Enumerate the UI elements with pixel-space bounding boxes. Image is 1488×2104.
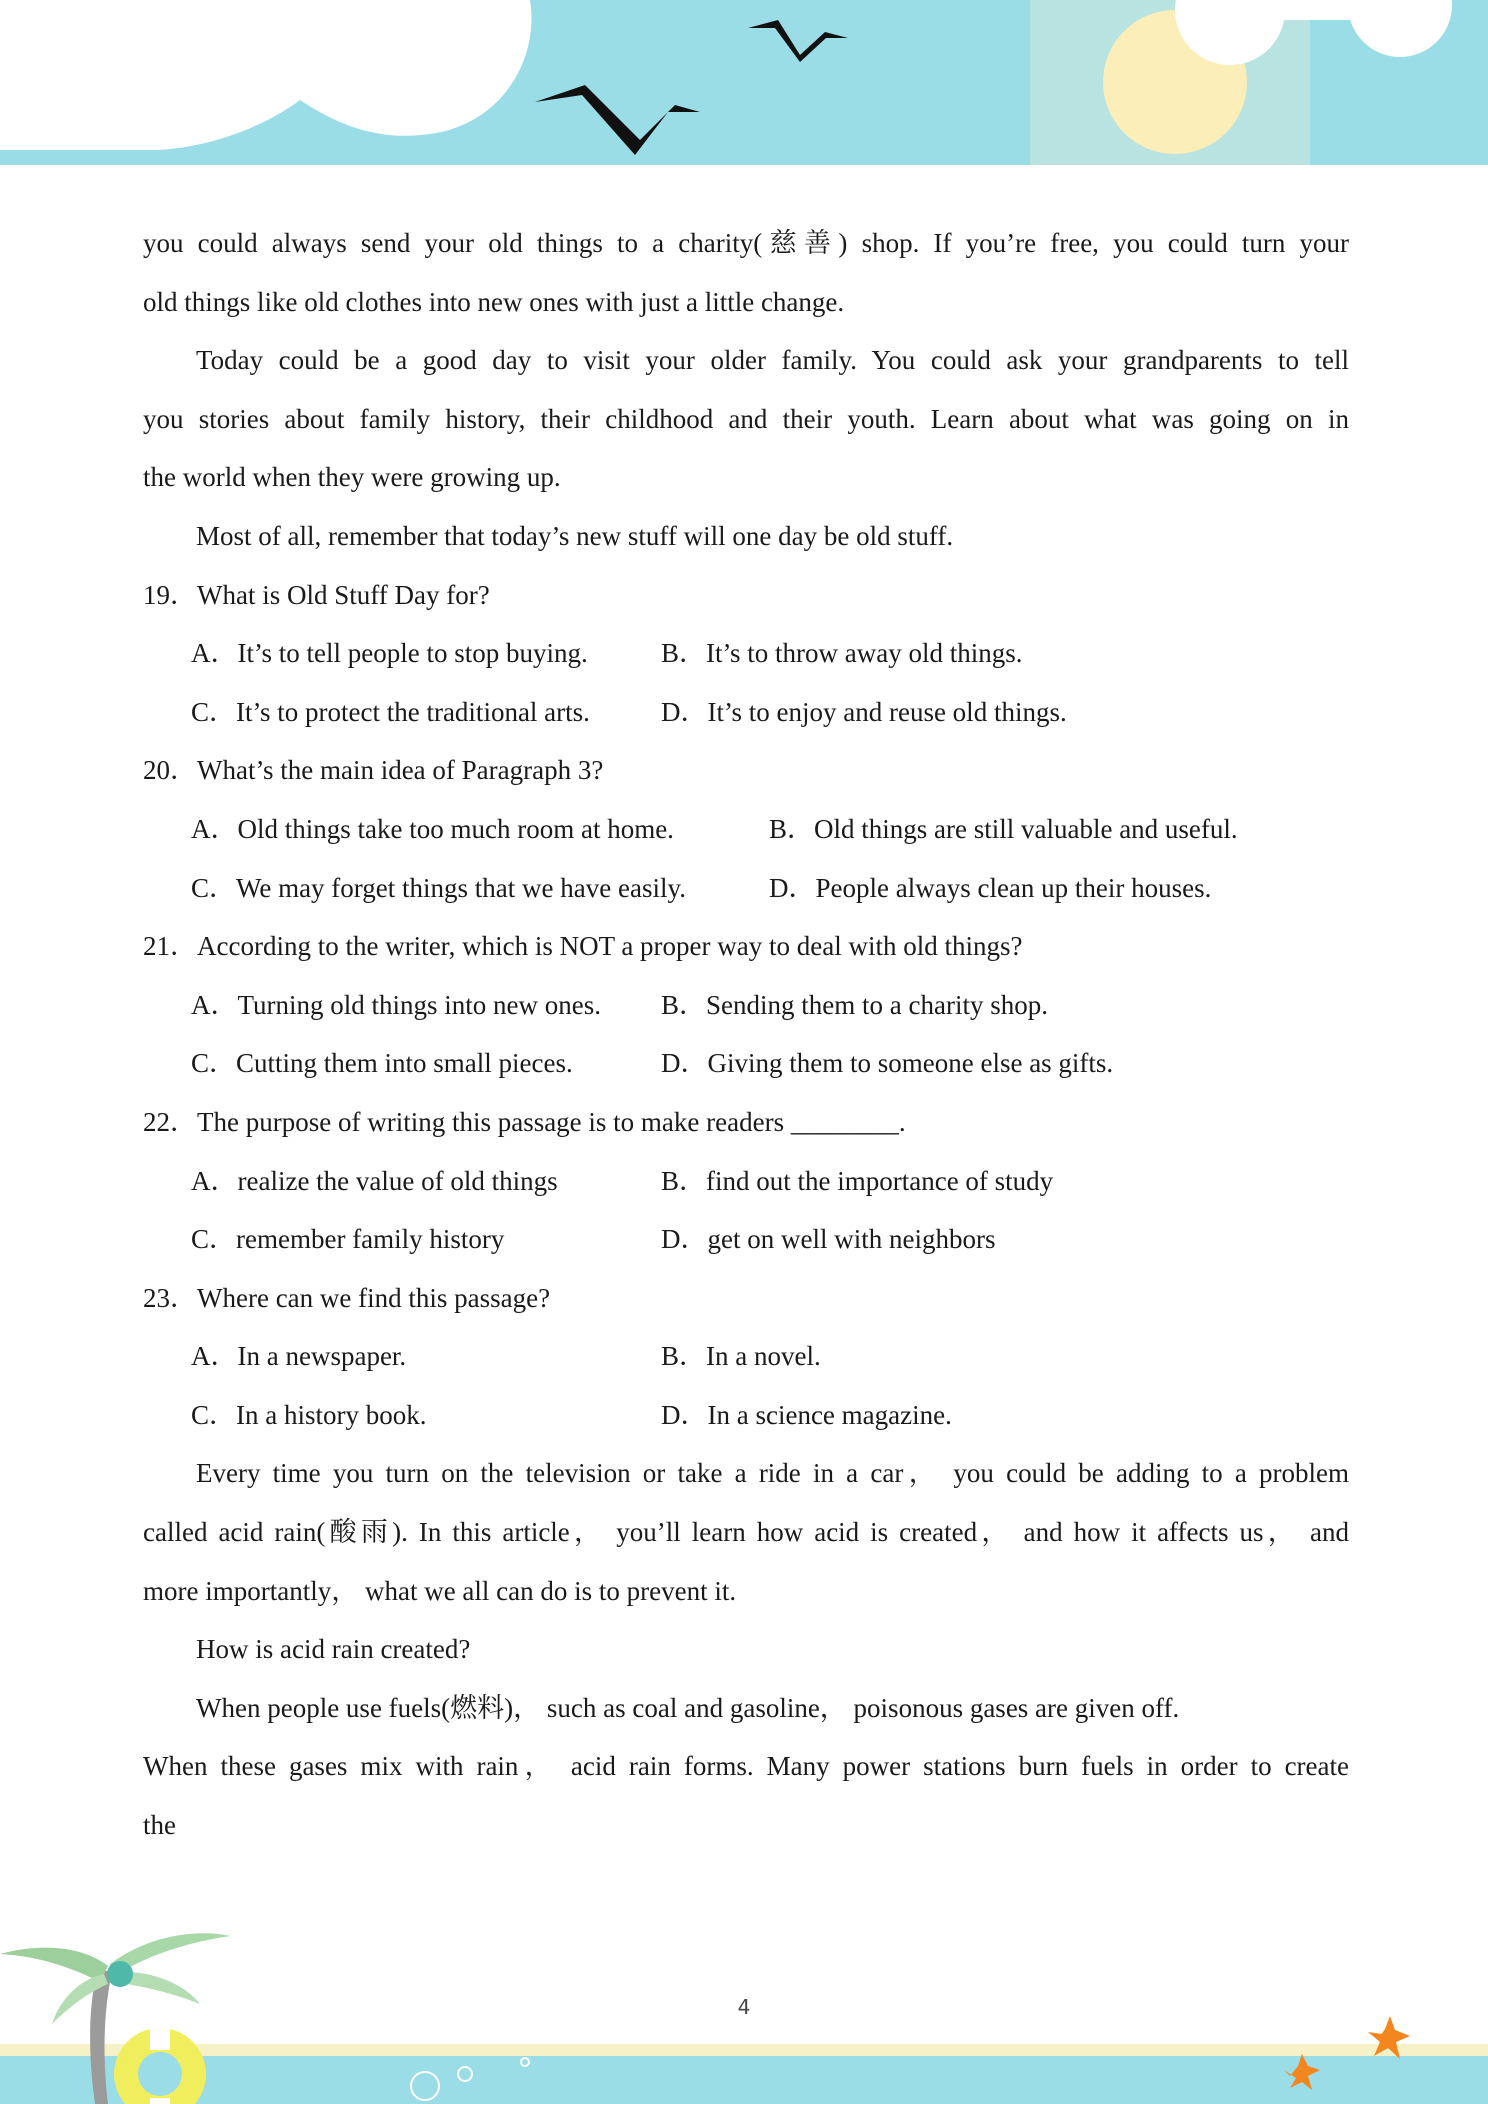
top-banner-illustration [0,0,1488,170]
option-c: C．It’s to protect the traditional arts. [191,696,590,727]
option-c: C．We may forget things that we have easily. [191,872,686,903]
passage1-paragraph2-line: Today could be a good day to visit your older family. You could ask your grandparents to tell [196,345,1349,376]
palm-leaf [0,1948,108,1982]
option-b: B．In a novel. [661,1341,821,1372]
passage2-paragraph2-line: When people use fuels(燃料)， such as coal and gasoline， poisonous gases are given off. [196,1692,1180,1723]
question-19-options-row [143,624,1349,683]
question-21-options-row [143,976,1349,1035]
option-c: C．remember family history [191,1224,505,1255]
question-23-options-row [143,1386,1349,1445]
question-23-options-row [143,1327,1349,1386]
passage1-line: you could always send your old things to a charity(慈善) shop. If you’re free, you could turn your [143,228,1349,258]
passage2-line: more importantly， what we all can do is to prevent it. [143,1575,737,1606]
passage2-paragraph2-line: When these gases mix with rain， acid rain forms. Many power stations burn fuels in order to create [143,1751,1349,1782]
passage1-paragraph3: Most of all, remember that today’s new stuff will one day be old stuff. [196,520,954,551]
passage1-paragraph2-line: the world when they were growing up. [143,462,561,493]
coconut-icon [107,1961,133,1987]
option-a: A．Turning old things into new ones. [191,989,602,1020]
option-d: D．Giving them to someone else as gifts. [661,1048,1114,1079]
question-20-stem: 20．What’s the main idea of Paragraph 3? [143,755,604,786]
option-c: C．In a history book. [191,1399,427,1430]
option-d: D．In a science magazine. [661,1399,952,1430]
option-a: A．In a newspaper. [191,1341,407,1372]
passage2-line: Every time you turn on the television or take a ride in a car， you could be adding to a problem [196,1458,1349,1489]
page-number: 4 [737,1995,751,2019]
option-b: B．Sending them to a charity shop. [661,989,1048,1020]
question-19-stem: 19．What is Old Stuff Day for? [143,579,490,610]
option-b: B．Old things are still valuable and useful. [769,813,1238,844]
option-a: A．Old things take too much room at home. [191,813,674,844]
question-21-stem: 21．According to the writer, which is NOT a proper way to deal with old things? [143,931,1023,962]
passage1-paragraph2-line: you stories about family history, their childhood and their youth. Learn about what was going on in [143,403,1349,434]
question-23-stem: 23．Where can we find this passage? [143,1282,551,1313]
option-c: C．Cutting them into small pieces. [191,1048,573,1079]
option-a: A．It’s to tell people to stop buying. [191,638,588,669]
passage2-heading: How is acid rain created? [196,1634,471,1665]
question-22-stem: 22．The purpose of writing this passage is to make readers ________. [143,1106,906,1137]
question-20-options-row [143,800,1349,859]
question-20-options-row [143,859,1349,918]
bottom-banner-illustration [0,1924,1488,2104]
passage2-paragraph2-line: the [143,1810,176,1841]
option-d: D．It’s to enjoy and reuse old things. [661,696,1067,727]
question-21-options-row [143,1034,1349,1093]
option-b: B．find out the importance of study [661,1165,1054,1196]
passage1-line: old things like old clothes into new ones with just a little change. [143,286,845,317]
option-d: D．People always clean up their houses. [769,872,1212,903]
question-19-options-row [143,683,1349,742]
option-d: D．get on well with neighbors [661,1224,996,1255]
passage2-line: called acid rain(酸雨). In this article， you’ll learn how acid is created， and how it affects us， and [143,1517,1349,1548]
document-body [143,214,1349,1855]
option-b: B．It’s to throw away old things. [661,638,1023,669]
question-22-options-row [143,1152,1349,1211]
option-a: A．realize the value of old things [191,1165,558,1196]
question-22-options-row [143,1210,1349,1269]
